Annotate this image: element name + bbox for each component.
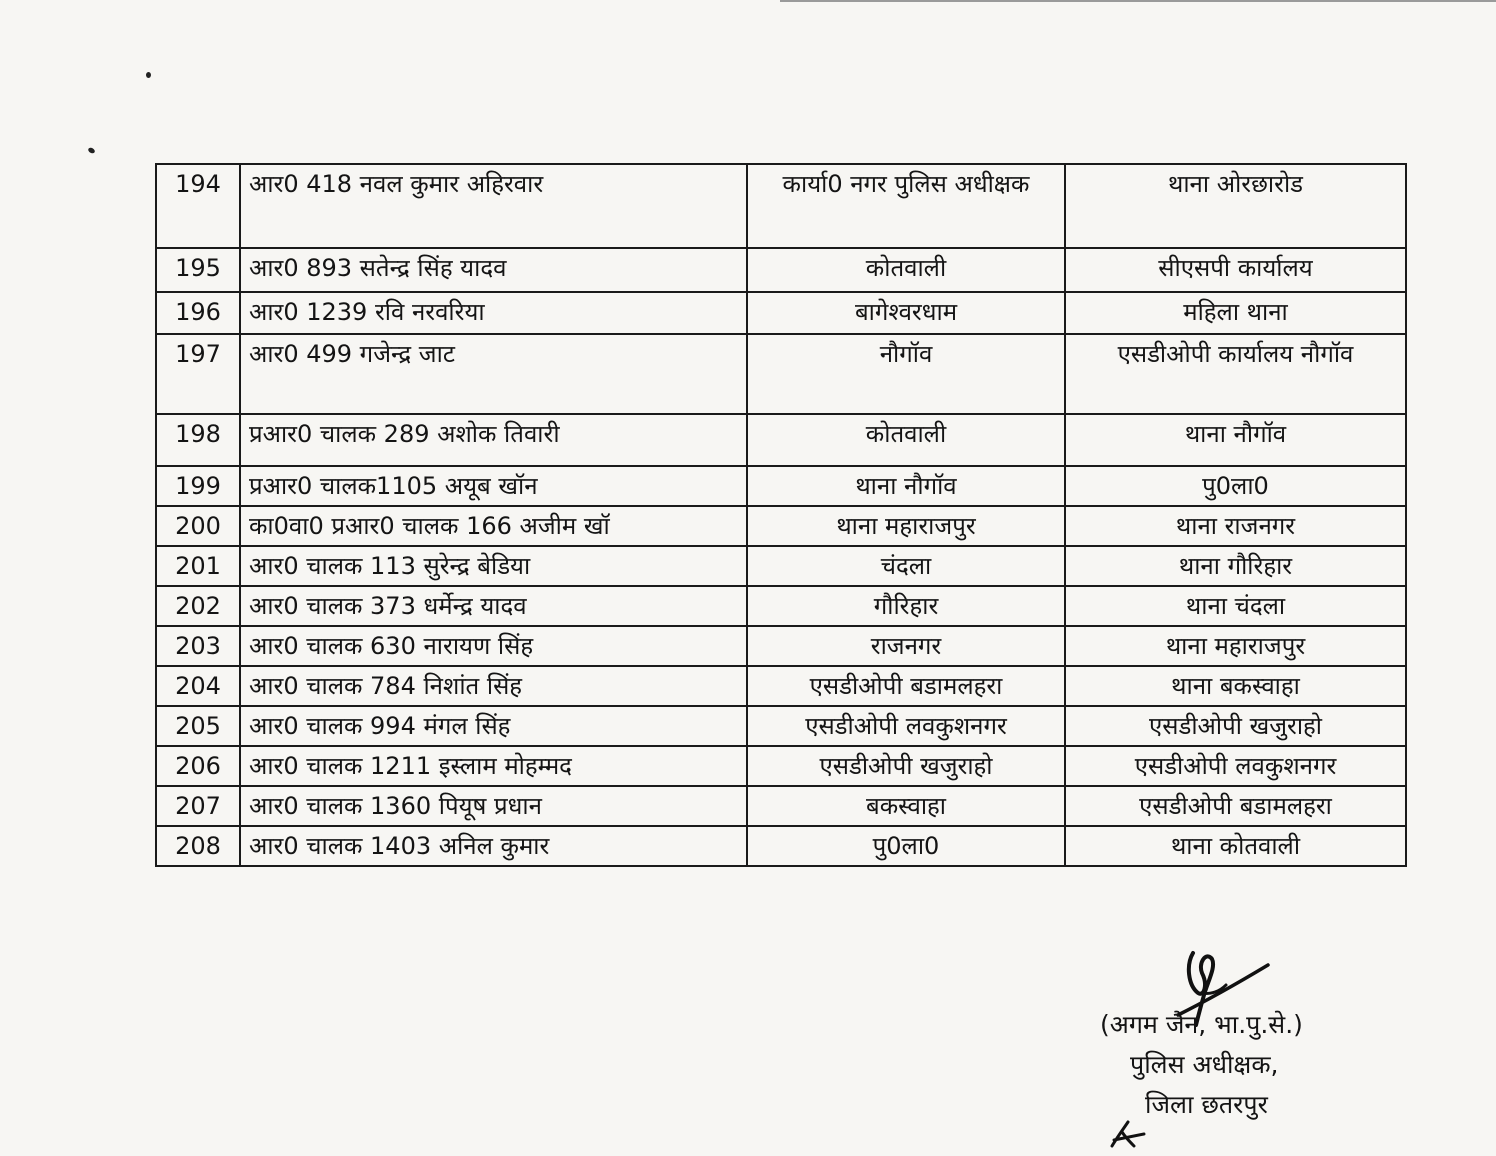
- to-posting: सीएसपी कार्यालय: [1065, 248, 1406, 292]
- table-row: [156, 414, 1406, 466]
- serial-number: 207: [156, 786, 240, 826]
- table-row: [156, 626, 1406, 666]
- from-posting: चंदला: [747, 546, 1065, 586]
- from-posting: राजनगर: [747, 626, 1065, 666]
- from-posting: नौगॉव: [747, 334, 1065, 414]
- employee-name: आर0 1239 रवि नरवरिया: [240, 292, 747, 334]
- to-posting: एसडीओपी कार्यालय नौगॉव: [1065, 334, 1406, 414]
- table-row: [156, 746, 1406, 786]
- from-posting: कोतवाली: [747, 248, 1065, 292]
- employee-name: आर0 चालक 1360 पियूष प्रधान: [240, 786, 747, 826]
- to-posting: थाना महाराजपुर: [1065, 626, 1406, 666]
- signature-block: [1100, 1005, 1390, 1125]
- scan-speck: [146, 72, 151, 78]
- serial-number: 204: [156, 666, 240, 706]
- from-posting: एसडीओपी लवकुशनगर: [747, 706, 1065, 746]
- employee-name: आर0 चालक 373 धर्मेन्द्र यादव: [240, 586, 747, 626]
- employee-name: आर0 चालक 1211 इस्लाम मोहम्मद: [240, 746, 747, 786]
- from-posting: थाना महाराजपुर: [747, 506, 1065, 546]
- to-posting: थाना राजनगर: [1065, 506, 1406, 546]
- employee-name: प्रआर0 चालक1105 अयूब खॉन: [240, 466, 747, 506]
- table-row: [156, 586, 1406, 626]
- serial-number: 196: [156, 292, 240, 334]
- employee-name: का0वा0 प्रआर0 चालक 166 अजीम खॉ: [240, 506, 747, 546]
- employee-name: आर0 चालक 784 निशांत सिंह: [240, 666, 747, 706]
- serial-number: 197: [156, 334, 240, 414]
- serial-number: 202: [156, 586, 240, 626]
- employee-name: आर0 चालक 630 नारायण सिंह: [240, 626, 747, 666]
- table-row: [156, 248, 1406, 292]
- table-row: [156, 786, 1406, 826]
- page-edge: [780, 0, 1496, 2]
- officer-name: (अगम जैन, भा.पु.से.): [1100, 1010, 1303, 1039]
- to-posting: महिला थाना: [1065, 292, 1406, 334]
- employee-name: आर0 चालक 994 मंगल सिंह: [240, 706, 747, 746]
- serial-number: 208: [156, 826, 240, 866]
- officer-designation: पुलिस अधीक्षक,: [1130, 1050, 1279, 1079]
- to-posting: थाना नौगॉव: [1065, 414, 1406, 466]
- employee-name: प्रआर0 चालक 289 अशोक तिवारी: [240, 414, 747, 466]
- serial-number: 201: [156, 546, 240, 586]
- from-posting: पु0ला0: [747, 826, 1065, 866]
- scan-speck: [87, 147, 96, 155]
- serial-number: 206: [156, 746, 240, 786]
- to-posting: एसडीओपी बडामलहरा: [1065, 786, 1406, 826]
- from-posting: कोतवाली: [747, 414, 1065, 466]
- from-posting: एसडीओपी बडामलहरा: [747, 666, 1065, 706]
- employee-name: आर0 499 गजेन्द्र जाट: [240, 334, 747, 414]
- serial-number: 198: [156, 414, 240, 466]
- serial-number: 194: [156, 164, 240, 248]
- table-row: [156, 164, 1406, 248]
- table-row: [156, 706, 1406, 746]
- serial-number: 199: [156, 466, 240, 506]
- to-posting: थाना चंदला: [1065, 586, 1406, 626]
- to-posting: थाना बकस्वाहा: [1065, 666, 1406, 706]
- table-row: [156, 666, 1406, 706]
- serial-number: 203: [156, 626, 240, 666]
- table-row: [156, 506, 1406, 546]
- from-posting: कार्या0 नगर पुलिस अधीक्षक: [747, 164, 1065, 248]
- serial-number: 195: [156, 248, 240, 292]
- from-posting: थाना नौगॉव: [747, 466, 1065, 506]
- to-posting: एसडीओपी खजुराहो: [1065, 706, 1406, 746]
- from-posting: बकस्वाहा: [747, 786, 1065, 826]
- from-posting: गौरिहार: [747, 586, 1065, 626]
- employee-name: आर0 चालक 1403 अनिल कुमार: [240, 826, 747, 866]
- employee-name: आर0 418 नवल कुमार अहिरवार: [240, 164, 747, 248]
- table-row: [156, 292, 1406, 334]
- serial-number: 200: [156, 506, 240, 546]
- to-posting: पु0ला0: [1065, 466, 1406, 506]
- from-posting: एसडीओपी खजुराहो: [747, 746, 1065, 786]
- from-posting: बागेश्वरधाम: [747, 292, 1065, 334]
- transfer-table: [155, 163, 1407, 867]
- employee-name: आर0 चालक 113 सुरेन्द्र बेडिया: [240, 546, 747, 586]
- employee-name: आर0 893 सतेन्द्र सिंह यादव: [240, 248, 747, 292]
- table-row: [156, 826, 1406, 866]
- to-posting: थाना गौरिहार: [1065, 546, 1406, 586]
- initial-icon: [1108, 1118, 1148, 1150]
- district-name: जिला छतरपुर: [1145, 1090, 1268, 1119]
- table-row: [156, 466, 1406, 506]
- table-row: [156, 334, 1406, 414]
- to-posting: थाना कोतवाली: [1065, 826, 1406, 866]
- to-posting: एसडीओपी लवकुशनगर: [1065, 746, 1406, 786]
- table-row: [156, 546, 1406, 586]
- serial-number: 205: [156, 706, 240, 746]
- to-posting: थाना ओरछारोड: [1065, 164, 1406, 248]
